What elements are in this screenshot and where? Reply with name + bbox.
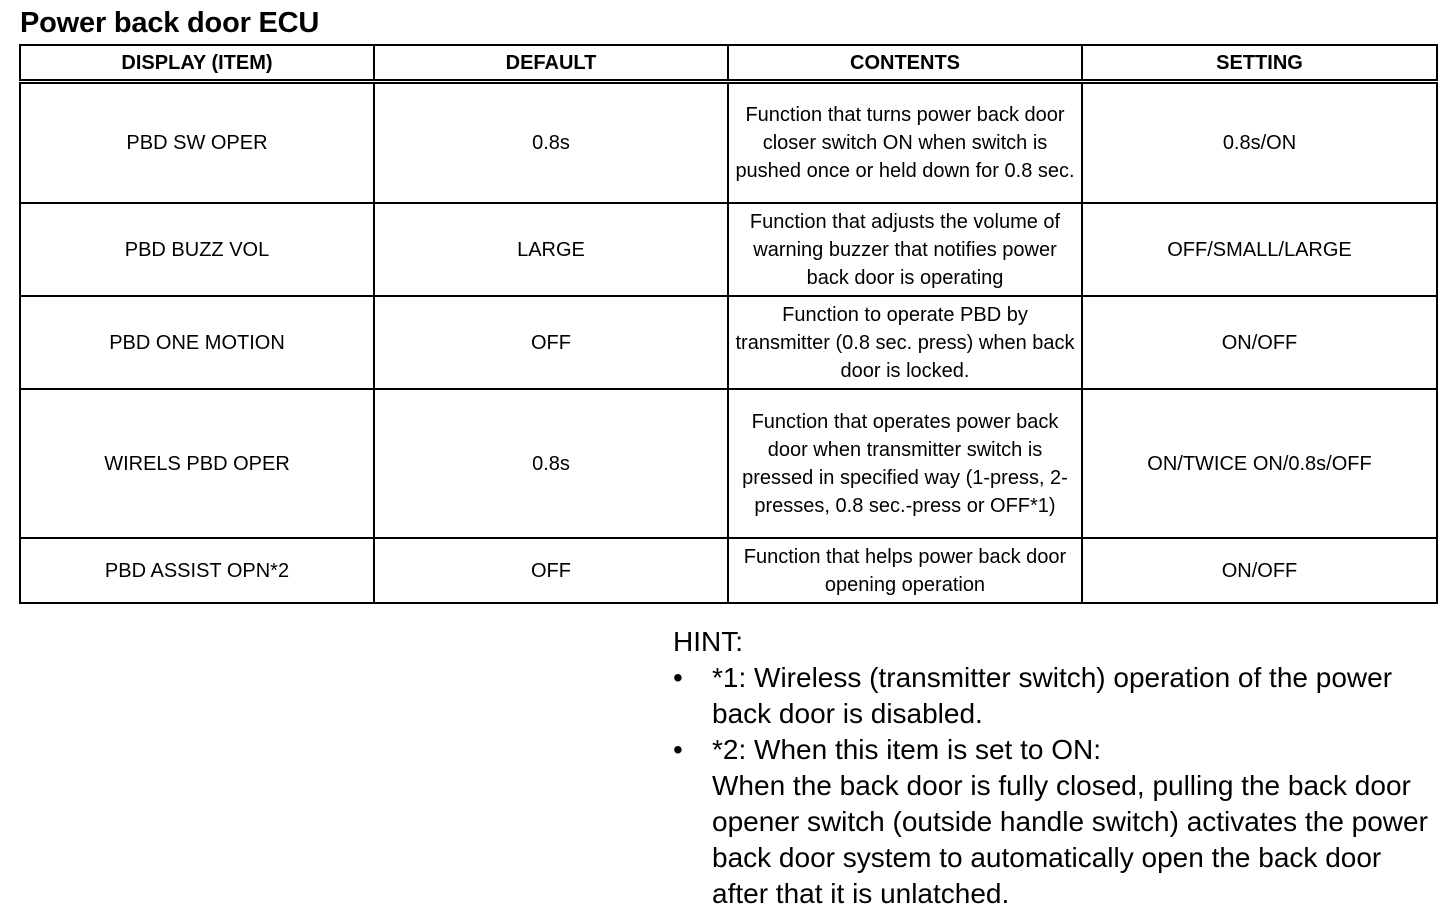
table-row (20, 296, 1437, 389)
cell-setting: ON/OFF (1082, 538, 1437, 603)
table-row (20, 82, 1437, 204)
cell-item: PBD SW OPER (20, 82, 374, 204)
cell-contents: Function that turns power back door closer switch ON when switch is pushed once or held down for 0.8 sec. (728, 82, 1082, 204)
table-row (20, 203, 1437, 296)
cell-default: 0.8s (374, 82, 728, 204)
bullet: • (673, 734, 683, 765)
hint-item-2-heading: *2: When this item is set to ON: (712, 734, 1102, 765)
header-default: DEFAULT (374, 45, 728, 82)
hint-item-2 (673, 732, 1443, 912)
hint-list (673, 660, 1443, 912)
cell-default: 0.8s (374, 389, 728, 538)
cell-contents: Function that operates power back door when transmitter switch is pressed in specified way (1-press, 2-presses, 0.8 sec.-press or OFF*1) (728, 389, 1082, 538)
table-header-row (20, 45, 1437, 82)
page-title: Power back door ECU (20, 7, 320, 39)
bullet: • (673, 662, 683, 693)
cell-item: PBD ONE MOTION (20, 296, 374, 389)
cell-item: WIRELS PBD OPER (20, 389, 374, 538)
cell-default: OFF (374, 296, 728, 389)
cell-default: OFF (374, 538, 728, 603)
table-row (20, 389, 1437, 538)
cell-setting: 0.8s/ON (1082, 82, 1437, 204)
hint-section (673, 624, 1443, 912)
cell-contents: Function that adjusts the volume of warning buzzer that notifies power back door is operating (728, 203, 1082, 296)
cell-default: LARGE (374, 203, 728, 296)
hint-item-1 (673, 660, 1443, 732)
cell-contents: Function to operate PBD by transmitter (0.8 sec. press) when back door is locked. (728, 296, 1082, 389)
header-contents: CONTENTS (728, 45, 1082, 82)
cell-contents: Function that helps power back door opening operation (728, 538, 1082, 603)
hint-item-2-text: When the back door is fully closed, pulling the back door opener switch (outside handle switch) activates the power back door system to automatically open the back door after that it is unlatched. (712, 770, 1428, 909)
hint-item-1-text: *1: Wireless (transmitter switch) operation of the power back door is disabled. (712, 662, 1393, 729)
header-setting: SETTING (1082, 45, 1437, 82)
header-display-item: DISPLAY (ITEM) (20, 45, 374, 82)
cell-setting: OFF/SMALL/LARGE (1082, 203, 1437, 296)
cell-item: PBD ASSIST OPN*2 (20, 538, 374, 603)
settings-table (19, 44, 1438, 604)
cell-setting: ON/OFF (1082, 296, 1437, 389)
hint-title: HINT: (673, 626, 743, 657)
table-row (20, 538, 1437, 603)
cell-item: PBD BUZZ VOL (20, 203, 374, 296)
cell-setting: ON/TWICE ON/0.8s/OFF (1082, 389, 1437, 538)
